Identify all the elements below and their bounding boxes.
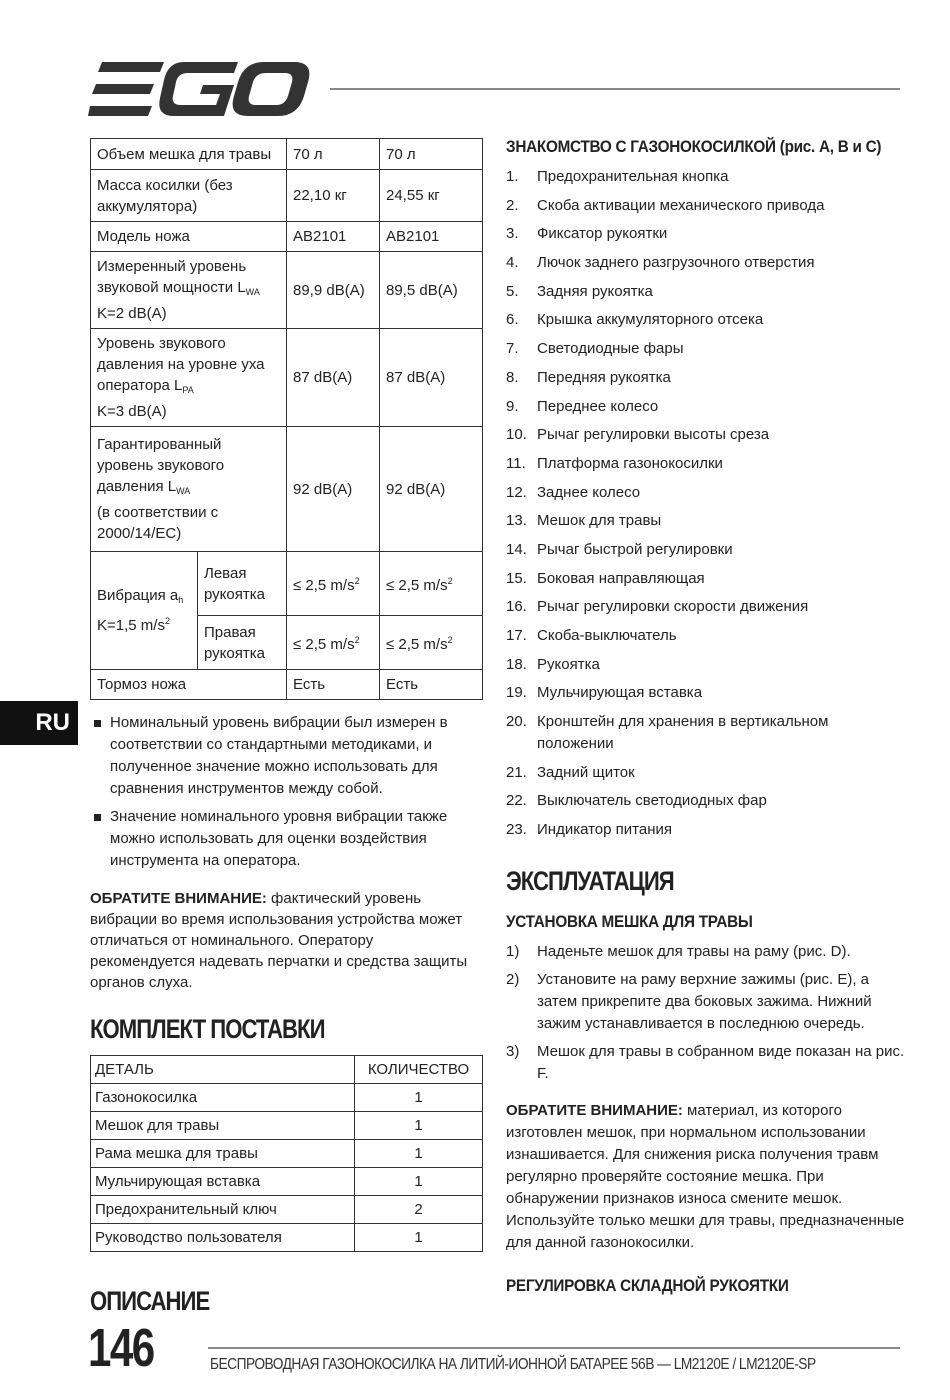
item-text: Выключатель светодиодных фар (537, 792, 767, 810)
item-text: Боковая направляющая (537, 569, 705, 587)
note-label: ОБРАТИТЕ ВНИМАНИЕ: (506, 1102, 683, 1119)
list-item (506, 682, 906, 704)
label-text: Вибрация a (97, 587, 179, 604)
value-text: ≤ 2,5 m/s (386, 636, 448, 653)
spec-value: 87 dB(A) (380, 329, 483, 427)
item-text: Кронштейн для хранения в вертикальном положении (537, 713, 829, 753)
operation-title: ЭКСПЛУАТАЦИЯ (506, 866, 674, 896)
item-text: Индикатор питания (537, 821, 672, 839)
list-item (506, 568, 906, 590)
kit-item: Руководство пользователя (91, 1224, 355, 1252)
item-number: 22. (506, 792, 527, 810)
table-row (91, 170, 483, 222)
item-text: Мульчирующая вставка (537, 684, 703, 702)
kit-qty: 1 (355, 1112, 483, 1140)
list-item (506, 367, 906, 389)
item-number: 13. (506, 512, 527, 530)
parts-title: ЗНАКОМСТВО С ГАЗОНОКОСИЛКОЙ (рис. A, B и C) (506, 137, 882, 156)
footer-title: БЕСПРОВОДНАЯ ГАЗОНОКОСИЛКА НА ЛИТИЙ-ИОННОЙ БАТАРЕЕ 56В — LM2120E / LM2120E-SP (210, 1356, 816, 1373)
list-item (506, 281, 906, 303)
list-item (506, 510, 906, 532)
list-item (506, 819, 906, 841)
bag-install-title: УСТАНОВКА МЕШКА ДЛЯ ТРАВЫ (506, 912, 753, 931)
list-item (90, 806, 482, 872)
handle-adjust-title: РЕГУЛИРОВКА СКЛАДНОЙ РУКОЯТКИ (506, 1276, 789, 1295)
list-item (506, 195, 906, 217)
item-text: Заднее колесо (537, 483, 641, 501)
vibration-sub-label: Правая рукоятка (198, 616, 287, 670)
superscript: 2 (447, 576, 453, 586)
label-text: K=2 dB(A) (97, 305, 167, 322)
spec-value: Есть (287, 670, 380, 700)
item-number: 9. (506, 397, 519, 415)
item-text: Скоба-выключатель (537, 627, 677, 644)
list-item (506, 762, 906, 784)
superscript: 2 (447, 635, 453, 645)
item-number: 10. (506, 426, 527, 444)
table-row (91, 252, 483, 329)
vibration-note (90, 888, 482, 993)
spec-value (287, 552, 380, 616)
spec-label (91, 427, 287, 552)
label-text: K=1,5 m/s (97, 617, 165, 634)
item-text: Светодиодные фары (537, 340, 684, 358)
item-text: Фиксатор рукоятки (537, 225, 668, 243)
kit-table (90, 1055, 483, 1252)
list-item (506, 790, 906, 812)
spec-value (287, 616, 380, 670)
list-item (506, 969, 906, 1035)
language-tab: RU (0, 701, 78, 745)
subscript: h (178, 595, 184, 605)
table-row (91, 670, 483, 700)
table-row (91, 1140, 483, 1168)
kit-item: Мульчирующая вставка (91, 1168, 355, 1196)
spec-value: 70 л (380, 139, 483, 170)
kit-qty: 2 (355, 1196, 483, 1224)
list-item (506, 625, 906, 647)
item-text: Платформа газонокосилки (537, 454, 723, 472)
item-number: 19. (506, 684, 527, 702)
step-text: Установите на раму верхние зажимы (рис. E), а затем прикрепите два боковых зажима. Нижний зажим устанавливается в последнюю очередь. (537, 971, 872, 1032)
list-item (506, 596, 906, 618)
list-item (506, 711, 906, 755)
kit-table-container (90, 1055, 482, 1252)
label-text: (в соответствии с 2000/14/EC) (97, 504, 219, 542)
kit-qty: 1 (355, 1084, 483, 1112)
table-row (91, 1112, 483, 1140)
item-number: 3. (506, 225, 519, 243)
ego-logo (88, 62, 310, 116)
spec-value: 87 dB(A) (287, 329, 380, 427)
bag-note (506, 1100, 906, 1254)
vibration-sub-label: Левая рукоятка (198, 552, 287, 616)
vibration-label (91, 552, 198, 670)
bullet-text: Значение номинального уровня вибрации также можно использовать для оценки воздействия инструмента на оператора. (110, 808, 448, 869)
value-text: ≤ 2,5 m/s (386, 577, 448, 594)
spec-label (91, 252, 287, 329)
list-item (506, 539, 906, 561)
item-number: 7. (506, 340, 519, 358)
list-item (506, 396, 906, 418)
list-item (506, 482, 906, 504)
description-title: ОПИСАНИЕ (90, 1286, 210, 1316)
list-item (506, 166, 906, 188)
list-item (506, 453, 906, 475)
page-number: 146 (88, 1318, 154, 1378)
list-item (506, 338, 906, 360)
table-row (91, 329, 483, 427)
table-header-row (91, 1056, 483, 1084)
parts-list (506, 166, 906, 848)
table-row (91, 1224, 483, 1252)
header-rule (330, 88, 900, 90)
superscript: 2 (354, 576, 360, 586)
spec-value: 24,55 кг (380, 170, 483, 222)
vibration-bullets (90, 712, 482, 878)
item-number: 11. (506, 454, 526, 472)
value-text: ≤ 2,5 m/s (293, 636, 355, 653)
kit-item: Рама мешка для травы (91, 1140, 355, 1168)
list-item (90, 712, 482, 800)
item-text: Рычаг быстрой регулировки (537, 540, 733, 558)
spec-value: 22,10 кг (287, 170, 380, 222)
spec-label: Масса косилки (без аккумулятора) (91, 170, 287, 222)
table-row (91, 427, 483, 552)
step-text: Мешок для травы в собранном виде показан на рис. F. (537, 1043, 905, 1082)
item-text: Предохранительная кнопка (537, 168, 729, 185)
item-text: Переднее колесо (537, 397, 659, 415)
note-text: материал, из которого изготовлен мешок, при нормальном использовании изнашивается. Для снижения риска получения травм регулярно проверяйте состояние мешка. При обнаружении признаков износа смените мешок. Используйте только мешки для травы, предназначенные для данной газонокосилки. (506, 1102, 905, 1251)
spec-value: AB2101 (380, 222, 483, 252)
spec-value: 89,9 dB(A) (287, 252, 380, 329)
item-text: Рычаг регулировки скорости движения (537, 598, 809, 616)
kit-item: Предохранительный ключ (91, 1196, 355, 1224)
spec-table (90, 138, 483, 700)
item-text: Лючок заднего разгрузочного отверстия (537, 254, 815, 272)
item-text: Задний щиток (537, 763, 635, 781)
spec-value (380, 552, 483, 616)
item-number: 8. (506, 368, 519, 386)
kit-item: Мешок для травы (91, 1112, 355, 1140)
spec-value: 89,5 dB(A) (380, 252, 483, 329)
spec-value: 92 dB(A) (287, 427, 380, 552)
step-number: 2) (506, 971, 520, 988)
item-number: 4. (506, 254, 519, 272)
item-text: Рычаг регулировки высоты среза (537, 426, 770, 444)
item-number: 1. (506, 168, 519, 185)
spec-table-container (90, 138, 482, 700)
kit-item: Газонокосилка (91, 1084, 355, 1112)
item-number: 18. (506, 655, 527, 673)
item-text: Задняя рукоятка (537, 282, 653, 300)
label-text: Уровень звукового давления на уровне уха оператора L (97, 335, 265, 394)
step-number: 3) (506, 1043, 520, 1060)
item-number: 23. (506, 821, 527, 839)
bag-install-steps (506, 941, 906, 1091)
spec-label: Тормоз ножа (91, 670, 287, 700)
list-item (506, 309, 906, 331)
kit-qty: 1 (355, 1140, 483, 1168)
spec-value (380, 616, 483, 670)
spec-value: AB2101 (287, 222, 380, 252)
item-number: 21. (506, 763, 527, 781)
label-text: Измеренный уровень звуковой мощности L (97, 258, 247, 296)
spec-value: 92 dB(A) (380, 427, 483, 552)
item-number: 15. (506, 569, 527, 587)
item-text: Крышка аккумуляторного отсека (537, 311, 764, 329)
table-row (91, 552, 483, 616)
list-item (506, 424, 906, 446)
subscript: PA (182, 385, 194, 395)
item-number: 6. (506, 311, 519, 329)
step-number: 1) (506, 943, 520, 960)
item-text: Мешок для травы (537, 512, 662, 530)
spec-value: Есть (380, 670, 483, 700)
step-text: Наденьте мешок для травы на раму (рис. D). (537, 943, 851, 960)
list-item (506, 223, 906, 245)
table-row (91, 139, 483, 170)
column-header: КОЛИЧЕСТВО (355, 1056, 483, 1084)
table-row (91, 1196, 483, 1224)
item-number: 17. (506, 627, 527, 644)
list-item (506, 654, 906, 676)
column-header: ДЕТАЛЬ (91, 1056, 355, 1084)
bullet-square-icon (94, 814, 101, 821)
spec-value: 70 л (287, 139, 380, 170)
item-number: 5. (506, 282, 519, 300)
kit-title: КОМПЛЕКТ ПОСТАВКИ (90, 1014, 325, 1044)
note-label: ОБРАТИТЕ ВНИМАНИЕ: (90, 890, 267, 907)
spec-label: Объем мешка для травы (91, 139, 287, 170)
table-row (91, 222, 483, 252)
kit-qty: 1 (355, 1168, 483, 1196)
list-item (506, 941, 906, 963)
table-row (91, 1084, 483, 1112)
item-number: 14. (506, 540, 527, 558)
item-number: 20. (506, 713, 527, 731)
label-text: Гарантированный уровень звукового давления L (97, 436, 225, 495)
kit-qty: 1 (355, 1224, 483, 1252)
superscript: 2 (164, 616, 170, 626)
subscript: WA (245, 287, 260, 297)
subscript: WA (176, 486, 191, 496)
item-number: 12. (506, 483, 527, 501)
note-text: фактический уровень вибрации во время использования устройства может отличаться от номинального. Оператору рекомендуется надевать перчатки и средства защиты органов слуха. (90, 890, 468, 991)
value-text: ≤ 2,5 m/s (293, 577, 355, 594)
bullet-square-icon (94, 720, 101, 727)
label-text: K=3 dB(A) (97, 403, 167, 420)
footer-rule (208, 1347, 900, 1349)
bullet-text: Номинальный уровень вибрации был измерен в соответствии со стандартными методиками, и полученное значение можно использовать для сравнения инструментов между собой. (110, 714, 448, 797)
item-text: Передняя рукоятка (537, 368, 671, 386)
list-item (506, 252, 906, 274)
spec-label: Модель ножа (91, 222, 287, 252)
list-item (506, 1041, 906, 1085)
item-text: Рукоятка (537, 655, 600, 673)
table-row (91, 1168, 483, 1196)
superscript: 2 (354, 635, 360, 645)
item-number: 2. (506, 196, 519, 214)
spec-label (91, 329, 287, 427)
item-number: 16. (506, 598, 527, 616)
item-text: Скоба активации механического привода (537, 196, 825, 214)
